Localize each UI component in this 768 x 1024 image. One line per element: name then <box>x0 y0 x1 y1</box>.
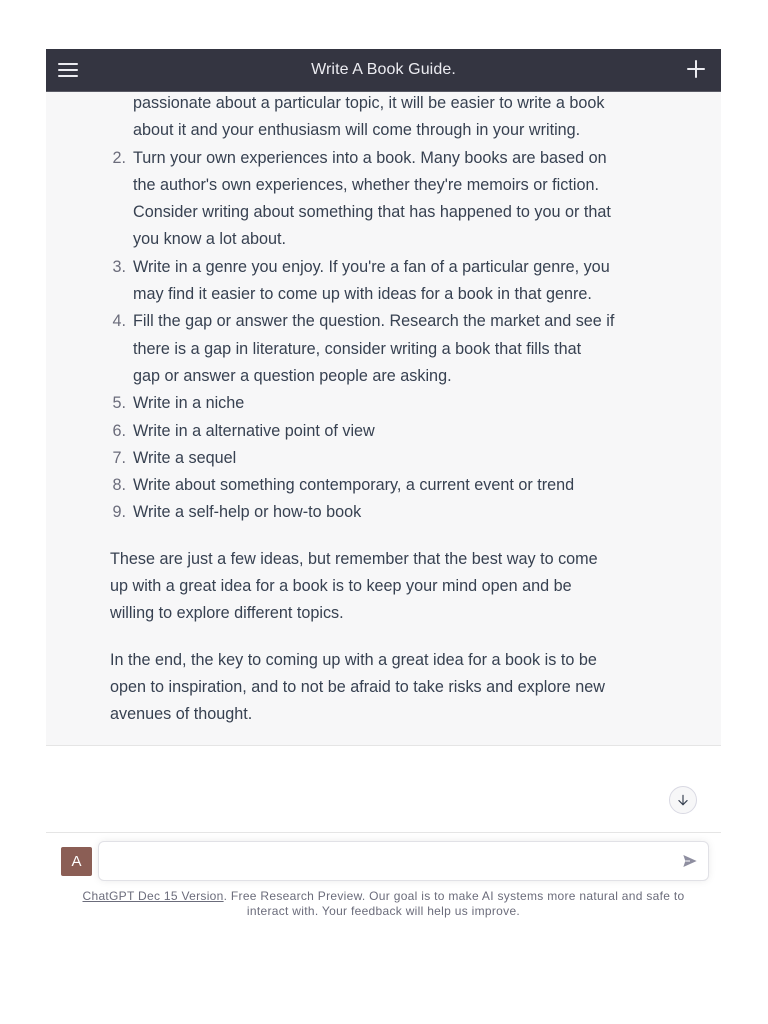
summary-paragraph: These are just a few ideas, but remember that the best way to come up with a great idea for a book is to keep your mind open and be willing to explore different topics. <box>110 549 598 623</box>
hamburger-menu-icon[interactable] <box>58 59 80 81</box>
list-item: 3. Write in a genre you enjoy. If you're a fan of a particular genre, you may find it easier to come up with ideas for a book in that genre. <box>133 254 640 309</box>
list-item: 5. Write in a niche <box>133 390 640 417</box>
footer-text: . Free Research Preview. Our goal is to make AI systems more natural and safe to interact with. Your feedback will help us improve. <box>223 889 685 918</box>
footer-disclaimer <box>66 889 701 919</box>
list-number: 3. <box>112 257 126 276</box>
user-avatar: A <box>61 847 92 876</box>
list-number: 8. <box>112 476 126 495</box>
list-item: 4. Fill the gap or answer the question. Research the market and see if there is a gap in literature, consider writing a book that fills that gap or answer a question people are asking. <box>133 308 640 390</box>
list-item: 8. Write about something contemporary, a current event or trend <box>133 472 640 499</box>
list-item: 7. Write a sequel <box>133 445 640 472</box>
divider <box>46 832 721 833</box>
continuation-text: passionate about a particular topic, it will be easier to write a book about it and your enthusiasm will come through in your writing. <box>133 94 605 140</box>
list-item: 6. Write in a alternative point of view <box>133 418 640 445</box>
list-number: 2. <box>112 148 126 167</box>
arrow-down-icon[interactable] <box>669 786 697 814</box>
closing-paragraph: In the end, the key to coming up with a great idea for a book is to be open to inspiration, and to not be afraid to take risks and explore new avenues of thought. <box>110 650 605 724</box>
list-number: 6. <box>112 421 126 440</box>
list-number: 7. <box>112 448 126 467</box>
message-content <box>110 92 640 729</box>
top-bar <box>46 49 721 92</box>
send-icon[interactable] <box>682 853 698 869</box>
prompt-input[interactable] <box>109 842 673 880</box>
list-number: 9. <box>112 503 126 522</box>
conversation-title: Write A Book Guide. <box>311 61 456 78</box>
plus-icon[interactable] <box>685 58 707 80</box>
prompt-box <box>98 841 709 881</box>
list-number: 5. <box>112 394 126 413</box>
list-item: 9. Write a self-help or how-to book <box>133 499 640 526</box>
assistant-message <box>46 92 721 746</box>
ideas-list <box>110 145 640 527</box>
list-item: 2. Turn your own experiences into a book. Many books are based on the author's own experiences, whether they're memoirs or fiction. Consider writing about something that has happened to you or that you know a lot about. <box>133 145 640 254</box>
version-link[interactable]: ChatGPT Dec 15 Version <box>82 889 224 903</box>
chat-window <box>46 49 721 1024</box>
list-number: 4. <box>112 312 126 331</box>
